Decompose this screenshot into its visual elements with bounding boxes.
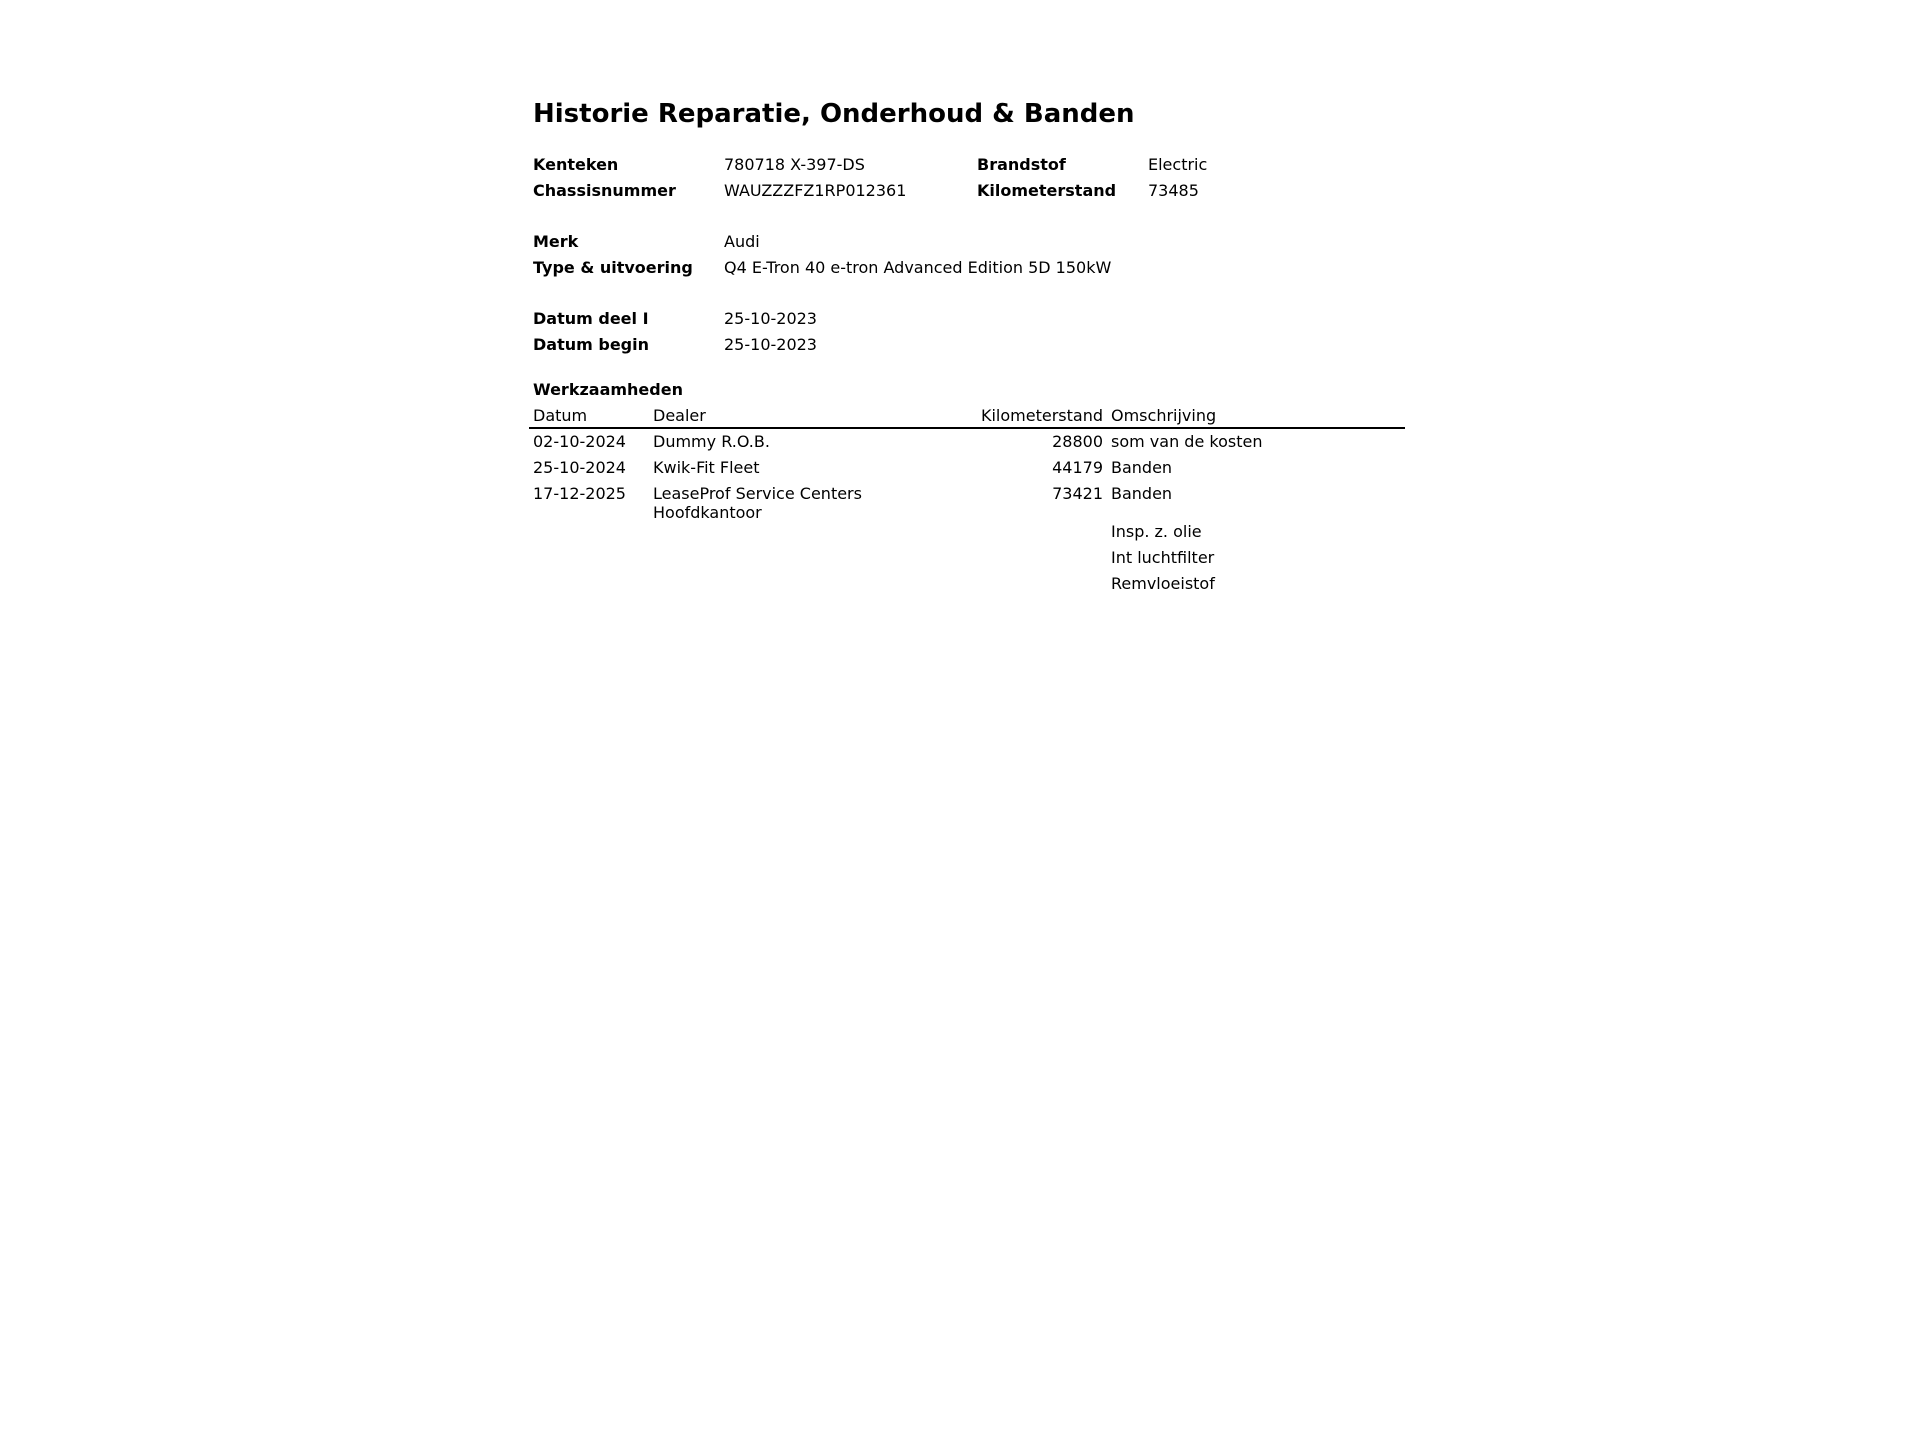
cell-omschrijving: Insp. z. olie	[1111, 522, 1202, 541]
cell-omschrijving: Int luchtfilter	[1111, 548, 1215, 567]
chassisnummer-label: Chassisnummer	[533, 181, 676, 200]
datum-deel-value: 25-10-2023	[724, 309, 817, 328]
cell-datum: 17-12-2025	[533, 484, 626, 503]
vehicle-info-identification	[533, 152, 1409, 204]
kilometerstand-value: 73485	[1148, 181, 1199, 200]
type-value: Q4 E-Tron 40 e-tron Advanced Edition 5D 150kW	[724, 258, 1112, 277]
type-label: Type & uitvoering	[533, 258, 693, 277]
cell-omschrijving: Remvloeistof	[1111, 574, 1215, 593]
info-row-type	[533, 255, 1409, 281]
info-row-merk	[533, 229, 1409, 255]
datum-deel-label: Datum deel I	[533, 309, 649, 328]
werkzaamheden-table	[529, 405, 1405, 600]
table-row	[529, 428, 1405, 458]
document	[533, 94, 1409, 600]
kilometerstand-label: Kilometerstand	[977, 181, 1117, 200]
info-row-chassisnummer	[533, 178, 1409, 204]
dealer-name-line2: Hoofdkantoor	[653, 503, 762, 522]
merk-value: Audi	[724, 232, 760, 251]
cell-kilometerstand: 44179	[1052, 458, 1103, 477]
table-row-continuation	[529, 522, 1405, 548]
info-row-kenteken	[533, 152, 1409, 178]
column-header-kilometerstand: Kilometerstand	[969, 405, 1107, 428]
column-header-datum: Datum	[529, 405, 649, 428]
brandstof-label: Brandstof	[977, 155, 1066, 174]
info-row-datum-begin	[533, 332, 1409, 358]
merk-label: Merk	[533, 232, 579, 251]
table-row	[529, 484, 1405, 522]
vehicle-info-model	[533, 229, 1409, 281]
datum-begin-value: 25-10-2023	[724, 335, 817, 354]
column-header-omschrijving: Omschrijving	[1107, 405, 1405, 428]
dealer-name-line1: LeaseProf Service Centers	[653, 484, 862, 503]
table-row-continuation	[529, 548, 1405, 574]
kenteken-value: 780718 X-397-DS	[724, 155, 865, 174]
table-row	[529, 458, 1405, 484]
chassisnummer-value: WAUZZZFZ1RP012361	[724, 181, 907, 200]
vehicle-info-dates	[533, 306, 1409, 358]
werkzaamheden-heading: Werkzaamheden	[533, 380, 683, 399]
page-title: Historie Reparatie, Onderhoud & Banden	[533, 99, 1135, 129]
table-row-continuation	[529, 574, 1405, 600]
info-row-datum-deel	[533, 306, 1409, 332]
cell-omschrijving: som van de kosten	[1111, 432, 1263, 451]
cell-datum: 25-10-2024	[533, 458, 626, 477]
cell-datum: 02-10-2024	[533, 432, 626, 451]
datum-begin-label: Datum begin	[533, 335, 649, 354]
cell-dealer: Kwik-Fit Fleet	[653, 458, 760, 477]
table-header-row	[529, 405, 1405, 428]
cell-omschrijving: Banden	[1111, 484, 1173, 503]
cell-dealer: Dummy R.O.B.	[653, 432, 770, 451]
kenteken-label: Kenteken	[533, 155, 619, 174]
column-header-dealer: Dealer	[649, 405, 969, 428]
cell-kilometerstand: 28800	[1052, 432, 1103, 451]
cell-kilometerstand: 73421	[1052, 484, 1103, 503]
brandstof-value: Electric	[1148, 155, 1208, 174]
cell-dealer	[649, 484, 969, 522]
cell-omschrijving: Banden	[1111, 458, 1173, 477]
